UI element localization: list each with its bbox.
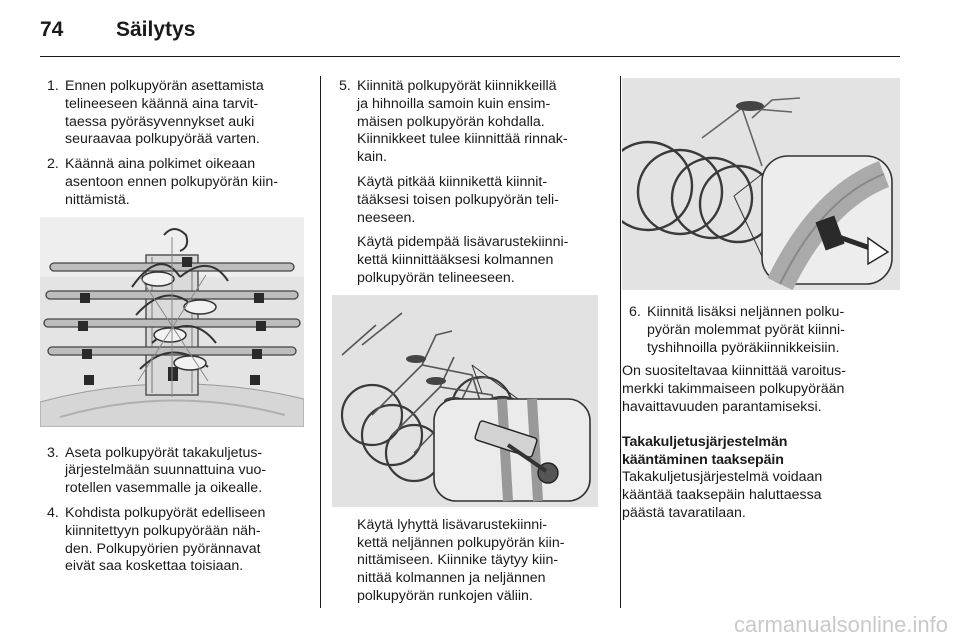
paragraph-fold-back (622, 469, 912, 522)
page-title: Säilytys (116, 18, 196, 41)
step-line: pyörän molemmat pyörät kiinni- (647, 321, 845, 338)
para-line: merkki takimmaiseen polkupyörään (622, 381, 845, 398)
steps-3-4 (40, 445, 306, 577)
column-separator (320, 76, 321, 608)
para-line: kääntää taaksepäin haluttaessa (622, 487, 822, 504)
para-line: nittää kolmannen ja neljännen (357, 570, 546, 587)
step-number: 6. (629, 304, 641, 320)
step-line: kiinnitettyyn polkupyörään näh- (65, 522, 261, 539)
paragraph-longer-accessory-clamp (332, 234, 606, 287)
spacer (622, 424, 912, 434)
step-3 (40, 445, 306, 498)
para-line: Käytä pitkää kiinnikettä kiinnit- (357, 173, 548, 190)
para-line: päästä tavaratilaan. (622, 504, 746, 521)
bike-rack-rear-view-illustration (40, 217, 304, 427)
step-line: den. Polkupyörien pyörännavat (65, 540, 261, 557)
step-4 (40, 505, 306, 576)
step-5 (332, 78, 606, 167)
para-line: havaittavuuden parantamiseksi. (622, 398, 822, 415)
step-line: Kiinnitä polkupyörät kiinnikkeillä (357, 78, 557, 94)
para-line: polkupyörän runkojen väliin. (357, 587, 533, 604)
step-line: Kiinnitä lisäksi neljännen polku- (647, 304, 845, 320)
column-separator (620, 76, 621, 608)
heading-line: kääntäminen taaksepäin (622, 451, 784, 468)
header-rule (40, 56, 900, 57)
step-number: 1. (47, 78, 59, 94)
step-line: seuraavaa polkupyörää varten. (65, 131, 260, 148)
step-number: 3. (47, 444, 59, 461)
column-1 (40, 78, 306, 583)
step-line: ja hihnoilla samoin kuin ensim- (357, 95, 551, 112)
heading-line: Takakuljetusjärjestelmän (622, 433, 788, 450)
step-6-list (622, 304, 912, 357)
para-line: Käytä lyhyttä lisävarustekiinni- (357, 516, 548, 533)
step-6 (622, 304, 912, 357)
step-line: Kohdista polkupyörät edelliseen (65, 504, 266, 521)
page-number: 74 (40, 18, 64, 41)
step-line: eivät saa koskettaa toisiaan. (65, 558, 244, 575)
para-line: Takakuljetusjärjestelmä voidaan (622, 469, 823, 486)
step-line: Aseta polkupyörät takakuljetus- (65, 444, 263, 461)
para-line: Käytä pidempää lisävarustekiinni- (357, 234, 569, 251)
step-5-list (332, 78, 606, 167)
step-number: 4. (47, 504, 59, 521)
step-number: 5. (339, 78, 351, 94)
step-line: rotellen vasemmalle ja oikealle. (65, 480, 263, 497)
step-line: kain. (357, 149, 387, 166)
para-line: neeseen. (357, 209, 416, 226)
step-1 (40, 78, 306, 149)
step-2 (40, 156, 306, 209)
bike-clamp-detail-illustration (332, 295, 598, 507)
column-3 (622, 78, 912, 530)
step-line: asentoon ennen polkupyörän kiin- (65, 173, 278, 190)
para-line: kettä neljännen polkupyörän kiin- (357, 534, 565, 551)
step-line: järjestelmään suunnattuina vuo- (65, 462, 267, 479)
step-line: mäisen polkupyörän kohdalla. (357, 113, 545, 130)
step-line: telineeseen käännä aina tarvit- (65, 95, 259, 112)
watermark: carmanualsonline.info (733, 612, 948, 637)
step-line: Ennen polkupyörän asettamista (65, 78, 264, 94)
para-line: tääksesi toisen polkupyörän teli- (357, 191, 559, 208)
wheel-strap-detail-illustration (622, 78, 900, 290)
paragraph-long-clamp (332, 174, 606, 227)
para-line: polkupyörän telineeseen. (357, 269, 515, 286)
steps-1-2 (40, 78, 306, 210)
para-line: On suositeltavaa kiinnittää varoitus- (622, 363, 846, 380)
step-line: taessa pyöräsyvennykset auki (65, 113, 255, 130)
para-line: kettä kiinnittääksesi kolmannen (357, 252, 554, 269)
step-line: tyshihnoilla pyöräkiinnikkeisiin. (647, 339, 840, 356)
column-2 (332, 78, 606, 613)
step-number: 2. (47, 156, 59, 173)
paragraph-short-accessory-clamp (332, 517, 606, 606)
step-line: Kiinnikkeet tulee kiinnittää rinnak- (357, 131, 568, 148)
paragraph-warning-sign (622, 363, 912, 416)
section-heading (622, 434, 912, 470)
step-line: Käännä aina polkimet oikeaan (65, 156, 256, 173)
step-line: nittämistä. (65, 191, 130, 208)
para-line: nittämiseen. Kiinnike täytyy kiin- (357, 552, 559, 569)
